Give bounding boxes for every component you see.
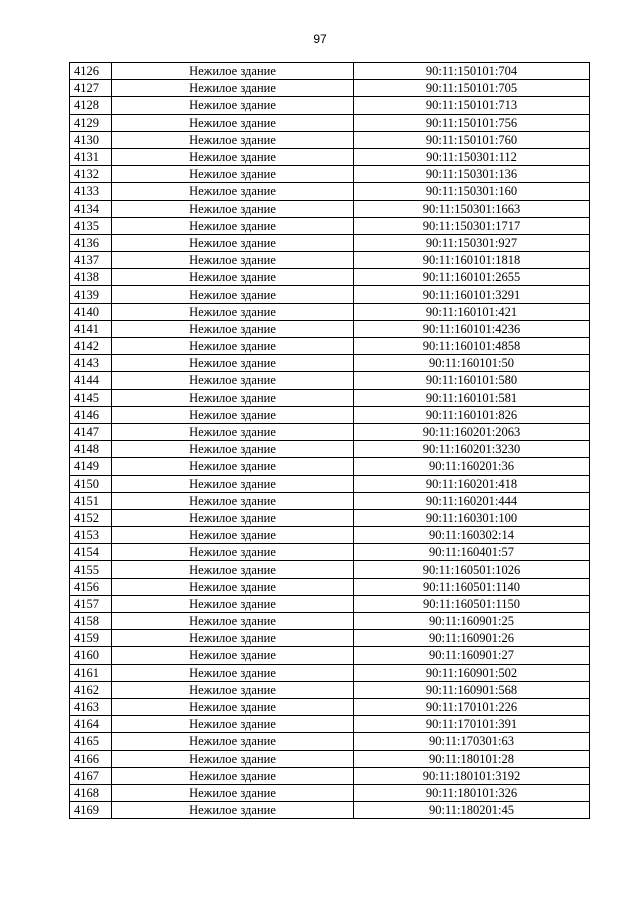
row-number-cell: 4158 bbox=[70, 613, 112, 630]
row-number-cell: 4147 bbox=[70, 423, 112, 440]
table-row bbox=[70, 750, 590, 767]
row-number-cell: 4143 bbox=[70, 355, 112, 372]
cadastral-number-cell: 90:11:160302:14 bbox=[354, 527, 590, 544]
row-number-cell: 4135 bbox=[70, 217, 112, 234]
cadastral-number-cell: 90:11:160901:25 bbox=[354, 613, 590, 630]
cadastral-number-cell: 90:11:160101:3291 bbox=[354, 286, 590, 303]
object-type-cell: Нежилое здание bbox=[112, 767, 354, 784]
cadastral-number-cell: 90:11:180101:326 bbox=[354, 784, 590, 801]
cadastral-number-cell: 90:11:160901:27 bbox=[354, 647, 590, 664]
cadastral-number-cell: 90:11:160101:50 bbox=[354, 355, 590, 372]
row-number-cell: 4139 bbox=[70, 286, 112, 303]
object-type-cell: Нежилое здание bbox=[112, 527, 354, 544]
table-row bbox=[70, 681, 590, 698]
object-type-cell: Нежилое здание bbox=[112, 200, 354, 217]
row-number-cell: 4136 bbox=[70, 234, 112, 251]
row-number-cell: 4162 bbox=[70, 681, 112, 698]
table-row bbox=[70, 733, 590, 750]
cadastral-number-cell: 90:11:160501:1140 bbox=[354, 578, 590, 595]
cadastral-number-cell: 90:11:170101:391 bbox=[354, 716, 590, 733]
row-number-cell: 4148 bbox=[70, 441, 112, 458]
table-row bbox=[70, 166, 590, 183]
row-number-cell: 4152 bbox=[70, 509, 112, 526]
row-number-cell: 4164 bbox=[70, 716, 112, 733]
row-number-cell: 4154 bbox=[70, 544, 112, 561]
cadastral-number-cell: 90:11:160101:4858 bbox=[354, 338, 590, 355]
table-row bbox=[70, 595, 590, 612]
table-row bbox=[70, 544, 590, 561]
row-number-cell: 4141 bbox=[70, 320, 112, 337]
cadastral-number-cell: 90:11:150301:112 bbox=[354, 148, 590, 165]
table-row bbox=[70, 269, 590, 286]
cadastral-number-cell: 90:11:150301:1717 bbox=[354, 217, 590, 234]
table-row bbox=[70, 458, 590, 475]
table-row bbox=[70, 131, 590, 148]
property-table bbox=[69, 62, 590, 819]
row-number-cell: 4149 bbox=[70, 458, 112, 475]
table-row bbox=[70, 63, 590, 80]
table-row bbox=[70, 716, 590, 733]
table-row bbox=[70, 406, 590, 423]
row-number-cell: 4137 bbox=[70, 252, 112, 269]
table-row bbox=[70, 664, 590, 681]
table-row bbox=[70, 423, 590, 440]
cadastral-number-cell: 90:11:150101:713 bbox=[354, 97, 590, 114]
object-type-cell: Нежилое здание bbox=[112, 784, 354, 801]
object-type-cell: Нежилое здание bbox=[112, 303, 354, 320]
table-row bbox=[70, 97, 590, 114]
table-row bbox=[70, 561, 590, 578]
object-type-cell: Нежилое здание bbox=[112, 647, 354, 664]
table-row bbox=[70, 647, 590, 664]
object-type-cell: Нежилое здание bbox=[112, 750, 354, 767]
object-type-cell: Нежилое здание bbox=[112, 148, 354, 165]
row-number-cell: 4128 bbox=[70, 97, 112, 114]
row-number-cell: 4133 bbox=[70, 183, 112, 200]
row-number-cell: 4155 bbox=[70, 561, 112, 578]
object-type-cell: Нежилое здание bbox=[112, 389, 354, 406]
table-row bbox=[70, 217, 590, 234]
row-number-cell: 4130 bbox=[70, 131, 112, 148]
object-type-cell: Нежилое здание bbox=[112, 613, 354, 630]
table-row bbox=[70, 509, 590, 526]
cadastral-number-cell: 90:11:160201:444 bbox=[354, 492, 590, 509]
object-type-cell: Нежилое здание bbox=[112, 458, 354, 475]
object-type-cell: Нежилое здание bbox=[112, 234, 354, 251]
cadastral-number-cell: 90:11:160101:826 bbox=[354, 406, 590, 423]
cadastral-number-cell: 90:11:180201:45 bbox=[354, 802, 590, 819]
object-type-cell: Нежилое здание bbox=[112, 578, 354, 595]
row-number-cell: 4140 bbox=[70, 303, 112, 320]
cadastral-number-cell: 90:11:160101:421 bbox=[354, 303, 590, 320]
table-row bbox=[70, 613, 590, 630]
row-number-cell: 4161 bbox=[70, 664, 112, 681]
object-type-cell: Нежилое здание bbox=[112, 698, 354, 715]
table-row bbox=[70, 355, 590, 372]
object-type-cell: Нежилое здание bbox=[112, 97, 354, 114]
table-row bbox=[70, 286, 590, 303]
object-type-cell: Нежилое здание bbox=[112, 475, 354, 492]
object-type-cell: Нежилое здание bbox=[112, 544, 354, 561]
object-type-cell: Нежилое здание bbox=[112, 320, 354, 337]
table-row bbox=[70, 441, 590, 458]
object-type-cell: Нежилое здание bbox=[112, 114, 354, 131]
cadastral-number-cell: 90:11:150101:704 bbox=[354, 63, 590, 80]
cadastral-number-cell: 90:11:160901:26 bbox=[354, 630, 590, 647]
row-number-cell: 4167 bbox=[70, 767, 112, 784]
row-number-cell: 4126 bbox=[70, 63, 112, 80]
row-number-cell: 4160 bbox=[70, 647, 112, 664]
row-number-cell: 4157 bbox=[70, 595, 112, 612]
cadastral-number-cell: 90:11:150301:927 bbox=[354, 234, 590, 251]
object-type-cell: Нежилое здание bbox=[112, 595, 354, 612]
table-row bbox=[70, 148, 590, 165]
object-type-cell: Нежилое здание bbox=[112, 252, 354, 269]
object-type-cell: Нежилое здание bbox=[112, 217, 354, 234]
object-type-cell: Нежилое здание bbox=[112, 80, 354, 97]
table-row bbox=[70, 578, 590, 595]
row-number-cell: 4144 bbox=[70, 372, 112, 389]
cadastral-number-cell: 90:11:160901:568 bbox=[354, 681, 590, 698]
row-number-cell: 4156 bbox=[70, 578, 112, 595]
cadastral-number-cell: 90:11:150101:756 bbox=[354, 114, 590, 131]
row-number-cell: 4159 bbox=[70, 630, 112, 647]
cadastral-number-cell: 90:11:180101:28 bbox=[354, 750, 590, 767]
cadastral-number-cell: 90:11:160201:3230 bbox=[354, 441, 590, 458]
object-type-cell: Нежилое здание bbox=[112, 441, 354, 458]
row-number-cell: 4163 bbox=[70, 698, 112, 715]
table-row bbox=[70, 320, 590, 337]
table-row bbox=[70, 630, 590, 647]
object-type-cell: Нежилое здание bbox=[112, 716, 354, 733]
object-type-cell: Нежилое здание bbox=[112, 664, 354, 681]
object-type-cell: Нежилое здание bbox=[112, 372, 354, 389]
object-type-cell: Нежилое здание bbox=[112, 166, 354, 183]
object-type-cell: Нежилое здание bbox=[112, 131, 354, 148]
table-row bbox=[70, 527, 590, 544]
cadastral-number-cell: 90:11:160101:4236 bbox=[354, 320, 590, 337]
cadastral-number-cell: 90:11:160301:100 bbox=[354, 509, 590, 526]
cadastral-number-cell: 90:11:150101:705 bbox=[354, 80, 590, 97]
table-row bbox=[70, 183, 590, 200]
cadastral-number-cell: 90:11:170101:226 bbox=[354, 698, 590, 715]
row-number-cell: 4127 bbox=[70, 80, 112, 97]
table-row bbox=[70, 338, 590, 355]
object-type-cell: Нежилое здание bbox=[112, 183, 354, 200]
table-row bbox=[70, 698, 590, 715]
object-type-cell: Нежилое здание bbox=[112, 630, 354, 647]
row-number-cell: 4166 bbox=[70, 750, 112, 767]
object-type-cell: Нежилое здание bbox=[112, 733, 354, 750]
cadastral-number-cell: 90:11:170301:63 bbox=[354, 733, 590, 750]
row-number-cell: 4134 bbox=[70, 200, 112, 217]
object-type-cell: Нежилое здание bbox=[112, 561, 354, 578]
cadastral-number-cell: 90:11:160201:418 bbox=[354, 475, 590, 492]
object-type-cell: Нежилое здание bbox=[112, 269, 354, 286]
table-row bbox=[70, 252, 590, 269]
row-number-cell: 4165 bbox=[70, 733, 112, 750]
table-row bbox=[70, 475, 590, 492]
row-number-cell: 4138 bbox=[70, 269, 112, 286]
table-row bbox=[70, 234, 590, 251]
object-type-cell: Нежилое здание bbox=[112, 509, 354, 526]
cadastral-number-cell: 90:11:160401:57 bbox=[354, 544, 590, 561]
cadastral-number-cell: 90:11:160201:2063 bbox=[354, 423, 590, 440]
row-number-cell: 4151 bbox=[70, 492, 112, 509]
object-type-cell: Нежилое здание bbox=[112, 492, 354, 509]
object-type-cell: Нежилое здание bbox=[112, 63, 354, 80]
cadastral-number-cell: 90:11:150301:160 bbox=[354, 183, 590, 200]
object-type-cell: Нежилое здание bbox=[112, 423, 354, 440]
table-row bbox=[70, 114, 590, 131]
table-row bbox=[70, 767, 590, 784]
row-number-cell: 4168 bbox=[70, 784, 112, 801]
cadastral-number-cell: 90:11:160901:502 bbox=[354, 664, 590, 681]
object-type-cell: Нежилое здание bbox=[112, 355, 354, 372]
table-row bbox=[70, 389, 590, 406]
object-type-cell: Нежилое здание bbox=[112, 681, 354, 698]
cadastral-number-cell: 90:11:160101:580 bbox=[354, 372, 590, 389]
row-number-cell: 4153 bbox=[70, 527, 112, 544]
object-type-cell: Нежилое здание bbox=[112, 802, 354, 819]
row-number-cell: 4169 bbox=[70, 802, 112, 819]
object-type-cell: Нежилое здание bbox=[112, 338, 354, 355]
table-row bbox=[70, 303, 590, 320]
page-number: 97 bbox=[313, 32, 327, 46]
cadastral-number-cell: 90:11:180101:3192 bbox=[354, 767, 590, 784]
table-row bbox=[70, 80, 590, 97]
table-row bbox=[70, 784, 590, 801]
cadastral-number-cell: 90:11:160501:1026 bbox=[354, 561, 590, 578]
row-number-cell: 4132 bbox=[70, 166, 112, 183]
row-number-cell: 4146 bbox=[70, 406, 112, 423]
table-row bbox=[70, 492, 590, 509]
cadastral-number-cell: 90:11:150101:760 bbox=[354, 131, 590, 148]
table-row bbox=[70, 200, 590, 217]
row-number-cell: 4150 bbox=[70, 475, 112, 492]
row-number-cell: 4142 bbox=[70, 338, 112, 355]
cadastral-number-cell: 90:11:150301:1663 bbox=[354, 200, 590, 217]
cadastral-number-cell: 90:11:160101:581 bbox=[354, 389, 590, 406]
row-number-cell: 4131 bbox=[70, 148, 112, 165]
object-type-cell: Нежилое здание bbox=[112, 406, 354, 423]
table-row bbox=[70, 372, 590, 389]
table-row bbox=[70, 802, 590, 819]
property-table-body bbox=[70, 63, 590, 819]
cadastral-number-cell: 90:11:160501:1150 bbox=[354, 595, 590, 612]
cadastral-number-cell: 90:11:160101:1818 bbox=[354, 252, 590, 269]
cadastral-number-cell: 90:11:150301:136 bbox=[354, 166, 590, 183]
row-number-cell: 4129 bbox=[70, 114, 112, 131]
object-type-cell: Нежилое здание bbox=[112, 286, 354, 303]
row-number-cell: 4145 bbox=[70, 389, 112, 406]
cadastral-number-cell: 90:11:160201:36 bbox=[354, 458, 590, 475]
cadastral-number-cell: 90:11:160101:2655 bbox=[354, 269, 590, 286]
